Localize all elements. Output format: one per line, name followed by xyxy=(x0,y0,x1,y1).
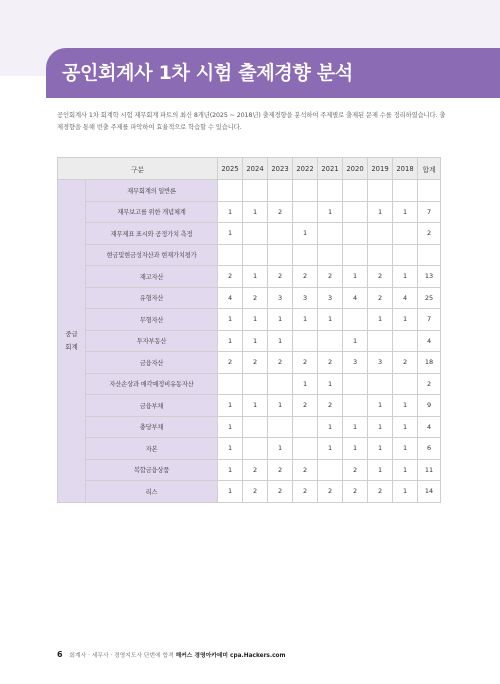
count-cell: 2 xyxy=(268,266,293,288)
total-cell: 13 xyxy=(418,266,441,288)
count-cell: 1 xyxy=(343,416,368,438)
count-cell xyxy=(343,201,368,223)
count-cell: 1 xyxy=(293,373,318,395)
count-cell: 1 xyxy=(318,201,343,223)
count-cell: 1 xyxy=(218,309,243,331)
count-cell: 2 xyxy=(243,352,268,374)
count-cell xyxy=(268,180,293,202)
table-row xyxy=(58,201,441,223)
count-cell: 2 xyxy=(243,459,268,481)
header-year: 2018 xyxy=(393,158,418,180)
total-cell: 18 xyxy=(418,352,441,374)
count-cell: 3 xyxy=(368,352,393,374)
count-cell xyxy=(218,373,243,395)
count-cell: 2 xyxy=(318,395,343,417)
count-cell xyxy=(268,244,293,266)
count-cell xyxy=(218,244,243,266)
topic-cell: 리스 xyxy=(86,481,218,503)
count-cell xyxy=(343,244,368,266)
count-cell: 2 xyxy=(318,266,343,288)
header-category-label: 구분 xyxy=(58,158,218,180)
count-cell: 2 xyxy=(293,266,318,288)
table-row xyxy=(58,373,441,395)
count-cell xyxy=(368,330,393,352)
header-total: 합계 xyxy=(418,158,441,180)
table-row xyxy=(58,223,441,245)
footer-brand: 해커스 경영아카데미 cpa.Hackers.com xyxy=(175,653,286,659)
total-cell: 4 xyxy=(418,416,441,438)
count-cell xyxy=(393,373,418,395)
count-cell: 1 xyxy=(218,481,243,503)
category-label-line1: 중급 xyxy=(65,329,78,338)
category-cell xyxy=(58,180,86,503)
footer-text: 회계사 · 세무사 · 경영지도사 단번에 합격 xyxy=(69,653,174,659)
count-cell: 2 xyxy=(393,352,418,374)
count-cell: 1 xyxy=(268,309,293,331)
count-cell: 1 xyxy=(368,395,393,417)
total-cell xyxy=(418,244,441,266)
count-cell: 1 xyxy=(318,309,343,331)
total-cell: 14 xyxy=(418,481,441,503)
count-cell: 2 xyxy=(268,201,293,223)
count-cell xyxy=(368,244,393,266)
count-cell: 1 xyxy=(318,416,343,438)
count-cell: 1 xyxy=(243,330,268,352)
count-cell: 2 xyxy=(343,481,368,503)
table-row xyxy=(58,330,441,352)
total-cell: 2 xyxy=(418,223,441,245)
count-cell: 2 xyxy=(293,395,318,417)
total-cell: 4 xyxy=(418,330,441,352)
count-cell: 1 xyxy=(393,438,418,460)
table-header-row xyxy=(58,158,441,180)
count-cell xyxy=(393,244,418,266)
count-cell: 1 xyxy=(218,459,243,481)
count-cell: 1 xyxy=(243,309,268,331)
count-cell: 1 xyxy=(268,395,293,417)
title-banner xyxy=(46,48,500,98)
count-cell xyxy=(243,416,268,438)
count-cell xyxy=(343,395,368,417)
count-cell: 1 xyxy=(368,416,393,438)
table-row xyxy=(58,180,441,202)
count-cell: 1 xyxy=(218,395,243,417)
count-cell: 3 xyxy=(343,352,368,374)
table-row xyxy=(58,395,441,417)
count-cell xyxy=(343,373,368,395)
table-row xyxy=(58,438,441,460)
count-cell: 1 xyxy=(368,459,393,481)
count-cell: 2 xyxy=(368,287,393,309)
table-row xyxy=(58,309,441,331)
count-cell: 1 xyxy=(318,438,343,460)
count-cell xyxy=(268,223,293,245)
header-year: 2025 xyxy=(218,158,243,180)
topic-cell: 현금및현금성자산과 현재가치평가 xyxy=(86,244,218,266)
count-cell xyxy=(318,244,343,266)
topic-cell: 유형자산 xyxy=(86,287,218,309)
header-year: 2023 xyxy=(268,158,293,180)
count-cell: 1 xyxy=(243,266,268,288)
count-cell: 1 xyxy=(218,438,243,460)
topic-cell: 재무보고를 위한 개념체계 xyxy=(86,201,218,223)
topic-cell: 투자부동산 xyxy=(86,330,218,352)
count-cell: 2 xyxy=(343,459,368,481)
count-cell xyxy=(268,373,293,395)
count-cell: 1 xyxy=(293,223,318,245)
count-cell: 1 xyxy=(268,438,293,460)
count-cell: 3 xyxy=(293,287,318,309)
count-cell: 2 xyxy=(368,481,393,503)
count-cell xyxy=(243,223,268,245)
count-cell: 2 xyxy=(218,266,243,288)
count-cell xyxy=(218,180,243,202)
total-cell: 11 xyxy=(418,459,441,481)
header-year: 2022 xyxy=(293,158,318,180)
count-cell: 1 xyxy=(218,416,243,438)
table-row xyxy=(58,266,441,288)
count-cell: 1 xyxy=(343,330,368,352)
header-year: 2019 xyxy=(368,158,393,180)
topic-cell: 재무제표 표시와 공정가치 측정 xyxy=(86,223,218,245)
count-cell xyxy=(293,201,318,223)
count-cell xyxy=(368,373,393,395)
topic-cell: 재무회계의 일반론 xyxy=(86,180,218,202)
count-cell xyxy=(318,459,343,481)
header-year: 2021 xyxy=(318,158,343,180)
count-cell xyxy=(343,309,368,331)
table-row xyxy=(58,459,441,481)
count-cell xyxy=(243,438,268,460)
topic-cell: 무형자산 xyxy=(86,309,218,331)
count-cell xyxy=(293,180,318,202)
table-row xyxy=(58,416,441,438)
count-cell: 1 xyxy=(368,309,393,331)
table-row xyxy=(58,352,441,374)
total-cell: 2 xyxy=(418,373,441,395)
header-year: 2024 xyxy=(243,158,268,180)
count-cell: 3 xyxy=(268,287,293,309)
count-cell: 1 xyxy=(393,395,418,417)
intro-paragraph: 공인회계사 1차 회계학 시험 재무회계 파트의 최신 8개년(2025 ~ 2018년) 출제경향을 분석하여 주제별로 출제된 문제 수를 정리하였습니다. 출제경향을 통해 빈출 주제를 파악하여 효율적으로 학습할 수 있습니다. xyxy=(57,112,446,131)
count-cell: 1 xyxy=(393,416,418,438)
count-cell: 2 xyxy=(293,481,318,503)
count-cell: 2 xyxy=(268,352,293,374)
count-cell xyxy=(243,373,268,395)
topic-cell: 재고자산 xyxy=(86,266,218,288)
total-cell: 6 xyxy=(418,438,441,460)
count-cell: 4 xyxy=(343,287,368,309)
count-cell: 2 xyxy=(368,266,393,288)
count-cell xyxy=(393,330,418,352)
count-cell: 4 xyxy=(218,287,243,309)
count-cell: 2 xyxy=(268,481,293,503)
count-cell xyxy=(343,180,368,202)
count-cell: 1 xyxy=(368,438,393,460)
count-cell xyxy=(368,180,393,202)
count-cell xyxy=(293,244,318,266)
count-cell xyxy=(318,223,343,245)
topic-cell: 자본 xyxy=(86,438,218,460)
page-number: 6 xyxy=(57,650,63,659)
page-title: 공인회계사 1차 시험 출제경향 분석 xyxy=(62,62,353,84)
count-cell: 3 xyxy=(318,287,343,309)
count-cell: 2 xyxy=(293,352,318,374)
topic-cell: 복합금융상품 xyxy=(86,459,218,481)
count-cell: 2 xyxy=(293,459,318,481)
count-cell: 1 xyxy=(393,309,418,331)
count-cell xyxy=(393,180,418,202)
count-cell: 1 xyxy=(393,201,418,223)
count-cell xyxy=(393,223,418,245)
count-cell: 4 xyxy=(393,287,418,309)
count-cell xyxy=(293,416,318,438)
count-cell: 1 xyxy=(393,481,418,503)
count-cell: 1 xyxy=(343,266,368,288)
total-cell xyxy=(418,180,441,202)
total-cell: 7 xyxy=(418,309,441,331)
total-cell: 25 xyxy=(418,287,441,309)
count-cell xyxy=(293,438,318,460)
count-cell: 1 xyxy=(243,201,268,223)
count-cell: 2 xyxy=(318,352,343,374)
page-footer xyxy=(57,650,457,659)
count-cell: 1 xyxy=(268,330,293,352)
header-year: 2020 xyxy=(343,158,368,180)
count-cell: 1 xyxy=(218,223,243,245)
count-cell: 1 xyxy=(218,201,243,223)
count-cell xyxy=(318,330,343,352)
count-cell xyxy=(293,330,318,352)
count-cell: 1 xyxy=(343,438,368,460)
count-cell: 1 xyxy=(318,373,343,395)
table-row xyxy=(58,244,441,266)
count-cell: 1 xyxy=(393,266,418,288)
count-cell: 2 xyxy=(218,352,243,374)
category-label-line2: 회계 xyxy=(65,342,78,351)
count-cell xyxy=(268,416,293,438)
exam-trend-table xyxy=(57,157,441,503)
count-cell: 1 xyxy=(393,459,418,481)
table-row xyxy=(58,481,441,503)
count-cell: 1 xyxy=(218,330,243,352)
count-cell xyxy=(368,223,393,245)
count-cell: 2 xyxy=(318,481,343,503)
table-row xyxy=(58,287,441,309)
count-cell xyxy=(243,180,268,202)
count-cell xyxy=(343,223,368,245)
count-cell: 2 xyxy=(268,459,293,481)
topic-cell: 자산손상과 매각예정비유동자산 xyxy=(86,373,218,395)
topic-cell: 충당부채 xyxy=(86,416,218,438)
count-cell: 1 xyxy=(243,395,268,417)
count-cell: 2 xyxy=(243,287,268,309)
count-cell: 1 xyxy=(368,201,393,223)
total-cell: 7 xyxy=(418,201,441,223)
count-cell xyxy=(243,244,268,266)
topic-cell: 금융자산 xyxy=(86,352,218,374)
count-cell: 2 xyxy=(243,481,268,503)
count-cell: 1 xyxy=(293,309,318,331)
count-cell xyxy=(318,180,343,202)
topic-cell: 금융부채 xyxy=(86,395,218,417)
total-cell: 9 xyxy=(418,395,441,417)
